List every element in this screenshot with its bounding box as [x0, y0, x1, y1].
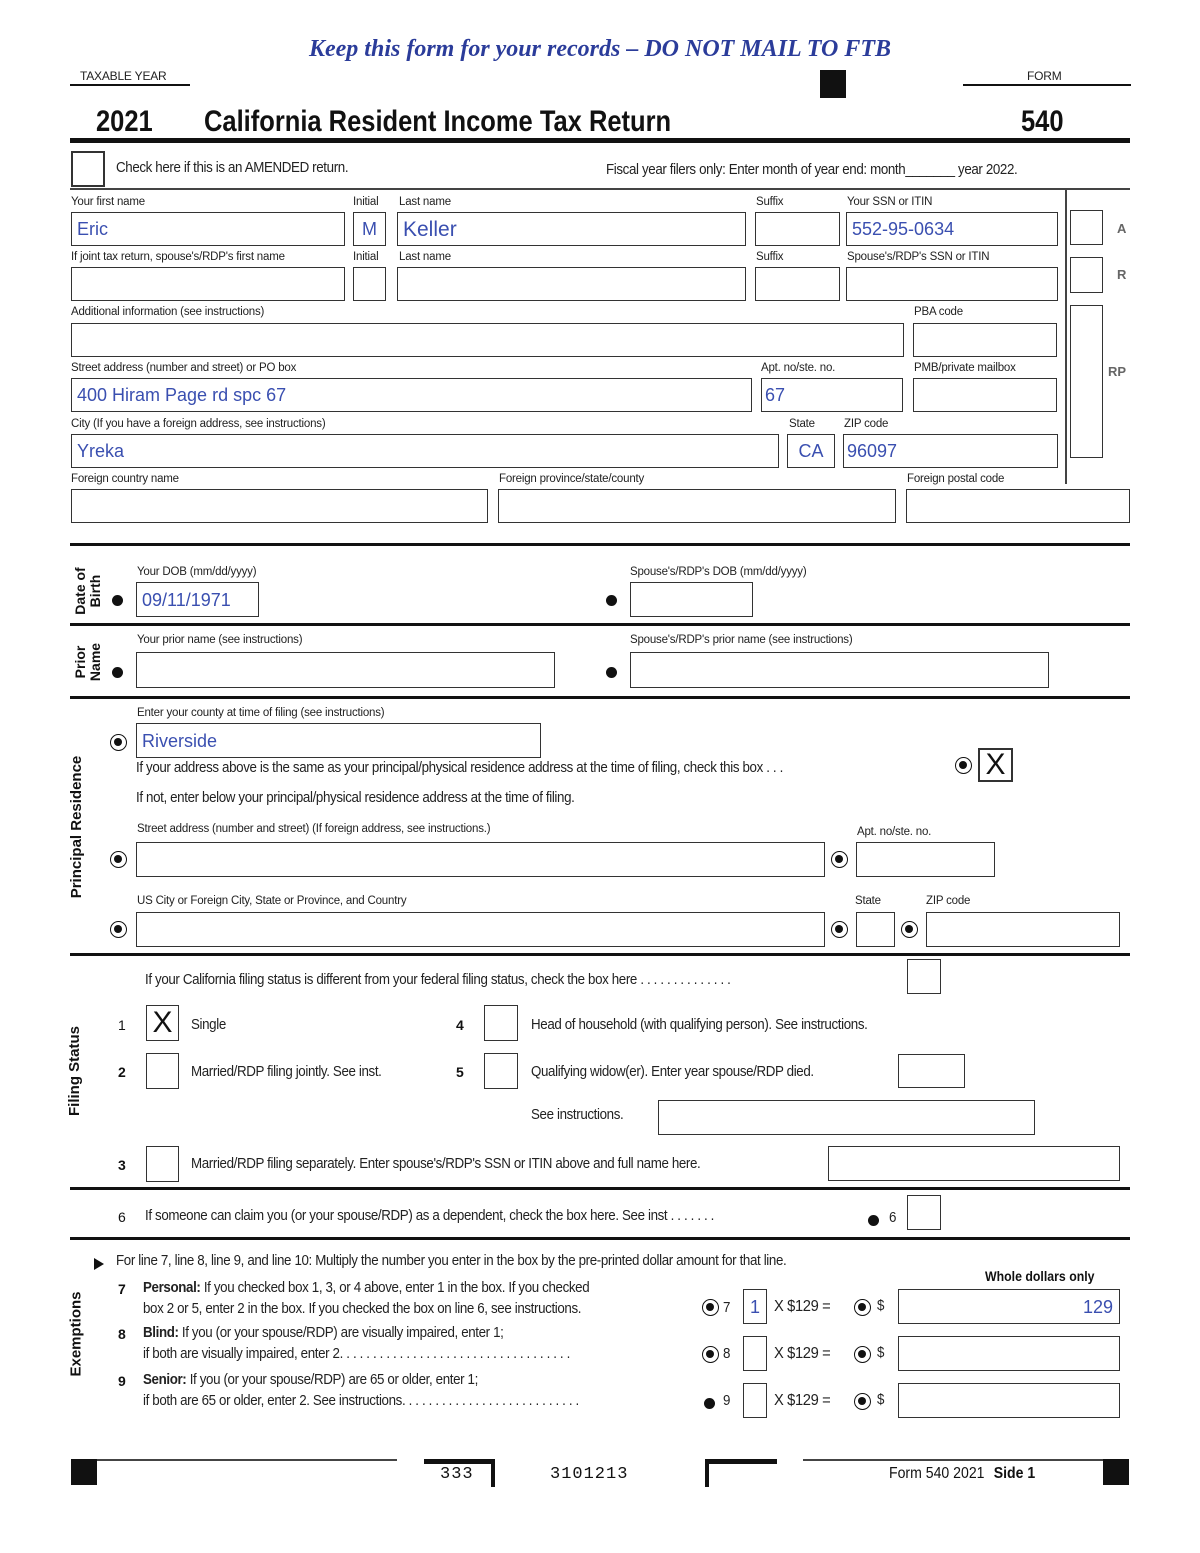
dob-section-label [73, 556, 105, 626]
status-head-of-household-checkbox[interactable] [484, 1005, 518, 1041]
footer-form-ref-text: Form 540 2021 [889, 1465, 985, 1482]
spouse-suffix-label: Suffix [756, 251, 784, 263]
dollar-sign: $ [877, 1392, 885, 1408]
target-bullet-icon [901, 921, 918, 938]
status-3-number: 3 [118, 1157, 126, 1173]
foreign-province-field[interactable] [498, 489, 896, 523]
ssn-value: 552-95-0634 [852, 219, 955, 239]
street-label: Street address (number and street) or PO box [71, 362, 297, 374]
apt-value: 67 [765, 385, 786, 405]
spouse-initial-label: Initial [353, 251, 379, 263]
spouse-last-name-label: Last name [399, 251, 451, 263]
foreign-province-value [499, 490, 895, 522]
section-rule [70, 623, 1130, 626]
widow-instructions-field[interactable] [658, 1100, 1035, 1135]
footer-code-1: 333 [440, 1465, 474, 1484]
residence-city-label: US City or Foreign City, State or Province, and Country [137, 895, 407, 907]
whole-dollars-label: Whole dollars only [985, 1268, 1095, 1284]
last-name-value: Keller [403, 217, 457, 241]
target-bullet-icon [702, 1299, 719, 1316]
different-status-checkbox[interactable] [907, 959, 941, 994]
residence-street-value [137, 843, 824, 876]
state-field[interactable] [787, 434, 835, 468]
residence-apt-value [857, 843, 994, 876]
arrow-right-icon [94, 1258, 104, 1270]
checkmark-x-icon: X [985, 748, 1006, 781]
suffix-label: Suffix [756, 196, 784, 208]
line-9-number: 9 [118, 1373, 126, 1389]
target-bullet-icon [854, 1346, 871, 1363]
residence-street-field[interactable] [136, 842, 825, 877]
additional-info-value [72, 324, 903, 356]
line-8-title: Blind: [143, 1325, 179, 1341]
code-r-label: R [1117, 267, 1127, 282]
pmb-field[interactable] [913, 378, 1057, 412]
dependent-checkbox[interactable] [907, 1195, 941, 1230]
line-7-text1: If you checked box 1, 3, or 4 above, enter 1 in the box. If you checked [200, 1280, 590, 1296]
residence-apt-label: Apt. no/ste. no. [857, 826, 932, 838]
your-prior-name-label: Your prior name (see instructions) [137, 634, 303, 646]
spouse-suffix-value [756, 268, 839, 300]
residence-zip-label: ZIP code [926, 895, 971, 907]
exemptions-section-label: Exemptions [67, 1291, 85, 1377]
filing-status-section-label: Filing Status [66, 1026, 83, 1116]
foreign-country-value [72, 490, 487, 522]
first-name-value: Eric [77, 219, 108, 239]
spouse-full-name-field[interactable] [828, 1146, 1120, 1181]
status-single-label: Single [191, 1017, 226, 1033]
form-title: California Resident Income Tax Return [204, 105, 672, 138]
residence-state-label: State [855, 895, 881, 907]
county-label: Enter your county at time of filing (see instructions) [137, 707, 385, 719]
bullet-icon [704, 1398, 715, 1409]
zip-label: ZIP code [844, 418, 889, 430]
principal-residence-section-label: Principal Residence [68, 755, 85, 899]
bullet-icon [112, 595, 123, 606]
spouse-last-name-value [398, 268, 745, 300]
header-rule [70, 138, 1130, 143]
line-7-multiplier: X $129 = [774, 1298, 831, 1315]
residence-city-value [137, 913, 824, 946]
bullet-icon [112, 667, 123, 678]
your-prior-name-value [137, 653, 554, 687]
initial-field[interactable] [353, 212, 386, 246]
suffix-field[interactable] [755, 212, 840, 246]
residence-state-field[interactable] [856, 912, 895, 947]
residence-city-field[interactable] [136, 912, 825, 947]
corner-marker [424, 1459, 494, 1464]
street-value: 400 Hiram Page rd spc 67 [77, 385, 287, 405]
pmb-label: PMB/private mailbox [914, 362, 1016, 374]
spouse-ssn-label: Spouse's/RDP's SSN or ITIN [847, 251, 990, 263]
taxable-year-label: TAXABLE YEAR [80, 69, 167, 83]
dob-section-text: Date of Birth [72, 567, 103, 615]
state-label: State [789, 418, 815, 430]
prior-name-section-text: Prior Name [72, 642, 103, 682]
target-bullet-icon [854, 1299, 871, 1316]
pba-code-field[interactable] [913, 323, 1057, 357]
if-not-text: If not, enter below your principal/physical residence address at the time of filing. [136, 790, 575, 806]
ssn-field[interactable] [846, 212, 1058, 246]
line-9-text1: If you (or your spouse/RDP) are 65 or older, enter 1; [186, 1372, 478, 1388]
spouse-first-name-label: If joint tax return, spouse's/RDP's first name [71, 251, 285, 263]
personal-amount-value: 129 [1082, 1296, 1113, 1317]
divider [70, 84, 190, 86]
city-field[interactable] [71, 434, 779, 468]
senior-count-value [744, 1384, 766, 1417]
status-2-number: 2 [118, 1064, 126, 1080]
form-label: FORM [1027, 69, 1062, 83]
zip-field[interactable] [843, 434, 1058, 468]
status-qualifying-widow-label: Qualifying widow(er). Enter year spouse/RDP died. [531, 1064, 814, 1080]
line-8-box-number: 8 [723, 1346, 731, 1362]
city-label: City (If you have a foreign address, see instructions) [71, 418, 326, 430]
line-8-text2: if both are visually impaired, enter 2. . . . . . . . . . . . . . . . . . . . . . . . . . . . . . . . . . . [143, 1346, 570, 1362]
scan-marker [1103, 1459, 1129, 1485]
line-6-text: If someone can claim you (or your spouse/RDP) as a dependent, check the box here. See inst . . . . . . . [145, 1208, 715, 1224]
target-bullet-icon [110, 921, 127, 938]
zip-value: 96097 [847, 441, 898, 461]
suffix-value [756, 213, 839, 245]
residence-street-label: Street address (number and street) (If foreign address, see instructions.) [137, 823, 491, 835]
line-9-box-number: 9 [723, 1393, 731, 1409]
foreign-province-label: Foreign province/state/county [499, 473, 645, 485]
spouse-ssn-value [847, 268, 1057, 300]
code-rp-label: RP [1108, 364, 1127, 379]
residence-zip-field[interactable] [926, 912, 1120, 947]
apt-field[interactable] [761, 378, 903, 412]
spouse-dob-label: Spouse's/RDP's DOB (mm/dd/yyyy) [630, 566, 807, 578]
pba-code-value [914, 324, 1056, 356]
bullet-icon [606, 667, 617, 678]
line-9-multiplier: X $129 = [774, 1392, 831, 1409]
tax-year: 2021 [96, 105, 153, 138]
footer-form-ref [889, 1465, 1035, 1483]
line-8-text1: If you (or your spouse/RDP) are visually impaired, enter 1; [178, 1325, 504, 1341]
status-4-number: 4 [456, 1017, 464, 1033]
line-7-title: Personal: [143, 1280, 201, 1296]
your-prior-name-field[interactable] [136, 652, 555, 688]
line-8-text [143, 1325, 503, 1341]
status-married-jointly-label: Married/RDP filing jointly. See inst. [191, 1064, 382, 1080]
status-5-number: 5 [456, 1064, 464, 1080]
spouse-suffix-field[interactable] [755, 267, 840, 301]
target-bullet-icon [831, 921, 848, 938]
status-head-of-household-label: Head of household (with qualifying person). See instructions. [531, 1017, 868, 1033]
blind-count-field[interactable] [743, 1336, 767, 1371]
spouse-first-name-field[interactable] [71, 267, 345, 301]
spouse-prior-name-label: Spouse's/RDP's prior name (see instructions) [630, 634, 853, 646]
spouse-initial-field[interactable] [353, 267, 386, 301]
your-dob-field[interactable] [136, 582, 259, 617]
divider [803, 1459, 1103, 1461]
target-bullet-icon [110, 851, 127, 868]
status-qualifying-widow-checkbox[interactable] [484, 1053, 518, 1089]
last-name-field[interactable] [397, 212, 746, 246]
blind-amount-field[interactable] [898, 1336, 1120, 1371]
senior-amount-field[interactable] [898, 1383, 1120, 1418]
spouse-prior-name-field[interactable] [630, 652, 1049, 688]
scan-marker [820, 70, 846, 98]
spouse-ssn-field[interactable] [846, 267, 1058, 301]
corner-marker [705, 1459, 777, 1464]
prior-name-section-label [73, 627, 105, 697]
line-9-title: Senior: [143, 1372, 187, 1388]
residence-zip-value [927, 913, 1119, 946]
line-7-box-number: 7 [723, 1300, 731, 1316]
exemptions-intro: For line 7, line 8, line 9, and line 10: Multiply the number you enter in the box by the pre-printed dollar amount for that line. [116, 1253, 787, 1269]
state-value: CA [798, 441, 824, 461]
senior-count-field[interactable] [743, 1383, 767, 1418]
line-7-text [143, 1280, 589, 1296]
foreign-country-field[interactable] [71, 489, 488, 523]
code-r-box[interactable] [1070, 257, 1103, 293]
divider [97, 1459, 397, 1461]
your-dob-value: 09/11/1971 [142, 589, 231, 610]
spouse-initial-value [354, 268, 385, 300]
spouse-last-name-field[interactable] [397, 267, 746, 301]
amended-label: Check here if this is an AMENDED return. [116, 160, 349, 176]
scan-marker [71, 1459, 97, 1485]
footer-side: Side 1 [993, 1465, 1036, 1482]
blind-count-value [744, 1337, 766, 1370]
status-married-jointly-checkbox[interactable] [146, 1053, 179, 1089]
target-bullet-icon [955, 757, 972, 774]
do-not-mail-banner: Keep this form for your records – DO NOT MAIL TO FTB [308, 36, 891, 62]
additional-info-field[interactable] [71, 323, 904, 357]
different-status-text: If your California filing status is different from your federal filing status, check the box here . . . . . . . . . . . . . . [145, 972, 731, 988]
additional-info-label: Additional information (see instructions) [71, 306, 265, 318]
apt-label: Apt. no/ste. no. [761, 362, 836, 374]
dollar-sign: $ [877, 1345, 885, 1361]
corner-marker [705, 1459, 709, 1487]
status-married-separately-checkbox[interactable] [146, 1146, 179, 1182]
senior-amount-value [899, 1384, 1119, 1417]
personal-count-value: 1 [749, 1296, 760, 1317]
section-rule [70, 543, 1130, 546]
initial-value: M [362, 219, 377, 239]
corner-marker [491, 1459, 495, 1487]
initial-label: Initial [353, 196, 379, 208]
foreign-postal-value [907, 490, 1129, 522]
spouse-dob-field[interactable] [630, 582, 753, 617]
section-rule [70, 1187, 1130, 1190]
street-field[interactable] [71, 378, 752, 412]
line-6-number: 6 [118, 1209, 126, 1225]
spouse-first-name-value [72, 268, 344, 300]
line-6-box-number: 6 [889, 1210, 897, 1226]
spouse-dob-value [631, 583, 752, 616]
first-name-label: Your first name [71, 196, 145, 208]
personal-amount-field[interactable] [898, 1289, 1120, 1324]
section-rule [70, 953, 1130, 956]
blind-amount-value [899, 1337, 1119, 1370]
target-bullet-icon [702, 1346, 719, 1363]
status-1-number: 1 [118, 1017, 126, 1033]
line-9-text2: if both are 65 or older, enter 2. See instructions. . . . . . . . . . . . . . . . . . . . . . . . . . . [143, 1393, 579, 1409]
section-rule [70, 1237, 1130, 1240]
section-rule [70, 696, 1130, 699]
pmb-value [914, 379, 1056, 411]
county-value: Riverside [142, 730, 218, 751]
code-rp-box[interactable] [1070, 305, 1103, 458]
foreign-country-label: Foreign country name [71, 473, 179, 485]
status-married-separately-label: Married/RDP filing separately. Enter spouse's/RDP's SSN or ITIN above and full name here. [191, 1156, 701, 1172]
target-bullet-icon [831, 851, 848, 868]
county-field[interactable] [136, 723, 541, 758]
bullet-icon [606, 595, 617, 606]
foreign-postal-field[interactable] [906, 489, 1130, 523]
target-bullet-icon [854, 1393, 871, 1410]
last-name-label: Last name [399, 196, 451, 208]
spouse-died-year-field[interactable] [898, 1054, 965, 1088]
divider [70, 188, 1130, 190]
line-9-text [143, 1372, 478, 1388]
line-7-number: 7 [118, 1281, 126, 1297]
see-instructions-label: See instructions. [531, 1107, 624, 1123]
divider [1065, 188, 1067, 484]
target-bullet-icon [110, 734, 127, 751]
amended-checkbox[interactable] [71, 151, 105, 187]
fiscal-year-label[interactable]: Fiscal year filers only: Enter month of year end: month_______ year 2022. [606, 162, 1018, 178]
line-8-number: 8 [118, 1326, 126, 1342]
your-dob-label: Your DOB (mm/dd/yyyy) [137, 566, 257, 578]
foreign-postal-label: Foreign postal code [907, 473, 1005, 485]
spouse-prior-name-value [631, 653, 1048, 687]
form-number: 540 [1021, 105, 1064, 138]
bullet-icon [868, 1215, 879, 1226]
residence-apt-field[interactable] [856, 842, 995, 877]
code-a-label: A [1117, 221, 1127, 236]
same-address-text: If your address above is the same as your principal/physical residence address at the time of filing, check this box . . . [136, 760, 783, 776]
checkmark-x-icon: X [152, 1006, 173, 1039]
footer-code-2: 3101213 [550, 1465, 629, 1484]
pba-code-label: PBA code [914, 306, 963, 318]
city-value: Yreka [77, 441, 125, 461]
residence-state-value [857, 913, 894, 946]
personal-count-field[interactable] [743, 1289, 767, 1324]
code-a-box[interactable] [1070, 210, 1103, 245]
line-8-multiplier: X $129 = [774, 1345, 831, 1362]
first-name-field[interactable] [71, 212, 345, 246]
status-single-checkbox[interactable] [146, 1005, 179, 1041]
ssn-label: Your SSN or ITIN [847, 196, 933, 208]
line-7-text2: box 2 or 5, enter 2 in the box. If you checked the box on line 6, see instructions. [143, 1301, 582, 1317]
same-address-checkbox[interactable] [978, 748, 1013, 782]
divider [963, 84, 1131, 86]
dollar-sign: $ [877, 1298, 885, 1314]
